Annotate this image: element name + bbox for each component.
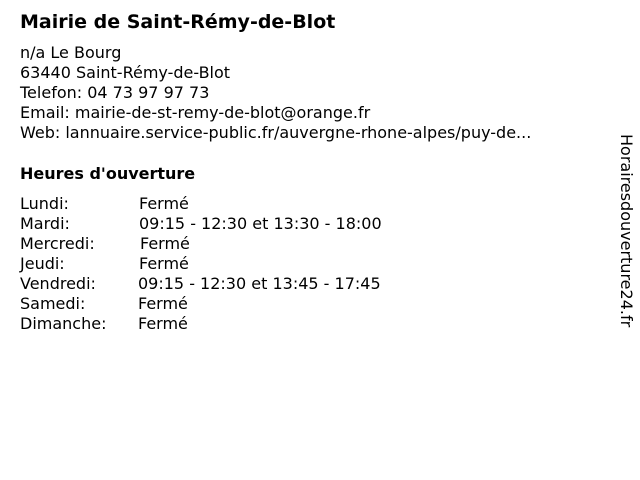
watermark-text: Horairesdouverture24.fr (617, 134, 636, 328)
day-hours: Fermé (138, 294, 188, 313)
address-city: 63440 Saint-Rémy-de-Blot (20, 63, 231, 82)
day-label: Jeudi: (20, 254, 65, 273)
watermark (612, 134, 636, 344)
page-title: Mairie de Saint-Rémy-de-Blot (20, 11, 336, 33)
day-hours: 09:15 - 12:30 et 13:45 - 17:45 (138, 274, 381, 293)
day-label: Dimanche: (20, 314, 107, 333)
day-hours: Fermé (140, 234, 190, 253)
day-label: Mardi: (20, 214, 70, 233)
day-hours: Fermé (138, 314, 188, 333)
phone-line: Telefon: 04 73 97 97 73 (20, 83, 210, 102)
opening-hours-heading: Heures d'ouverture (20, 164, 196, 183)
web-link[interactable]: Web: lannuaire.service-public.fr/auvergne-rhone-alpes/puy-de... (20, 123, 532, 142)
address-block (20, 43, 531, 143)
day-label: Lundi: (20, 194, 69, 213)
address-street: n/a Le Bourg (20, 43, 122, 62)
day-hours: 09:15 - 12:30 et 13:30 - 18:00 (139, 214, 382, 233)
web-line (20, 123, 531, 143)
day-hours: Fermé (139, 194, 189, 213)
day-label: Mercredi: (20, 234, 95, 253)
day-label: Samedi: (20, 294, 86, 313)
day-label: Vendredi: (20, 274, 96, 293)
email-line: Email: mairie-de-st-remy-de-blot@orange.fr (20, 103, 371, 122)
day-hours: Fermé (139, 254, 189, 273)
